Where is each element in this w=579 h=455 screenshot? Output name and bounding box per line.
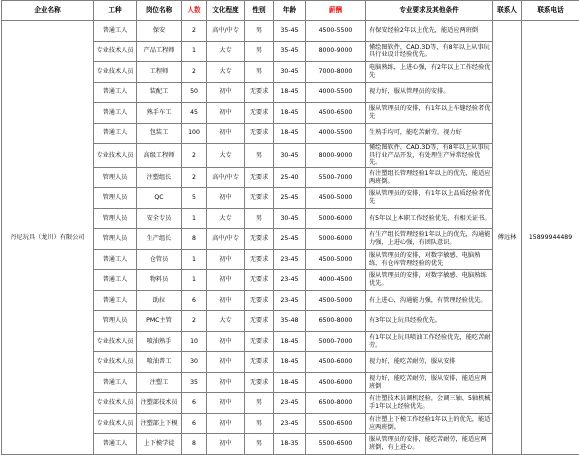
cell-position: 仓管员	[137, 249, 182, 270]
cell-age: 18-45	[274, 372, 306, 393]
cell-education: 初中	[207, 413, 245, 434]
cell-position: 安全专员	[137, 208, 182, 229]
cell-gender: 男	[245, 62, 274, 83]
cell-education: 初中	[207, 393, 245, 414]
cell-salary: 4500-6000	[306, 352, 366, 373]
cell-salary: 5500-7000	[306, 167, 366, 188]
cell-headcount: 2	[182, 167, 207, 188]
cell-age: 35-45	[274, 41, 306, 62]
cell-job-type: 专业技术人员	[94, 413, 137, 434]
cell-job-type: 普通工人	[94, 434, 137, 455]
cell-requirements: 视力好，服从管理员的安排。	[366, 82, 493, 103]
cell-requirements: 懂绘图软件，CAD.3D等，有8年以上从事玩具行业产品开发，有处理生产异常经验优先。	[366, 144, 493, 168]
header-company: 企业名称	[2, 1, 94, 21]
cell-position: 保安	[137, 21, 182, 42]
cell-job-type: 普通工人	[94, 270, 137, 291]
cell-job-type: 管理人员	[94, 229, 137, 250]
cell-gender: 男	[245, 144, 274, 168]
cell-education: 初中	[207, 103, 245, 124]
cell-age: 18-35	[274, 434, 306, 455]
cell-requirements: 生熟手均可，能吃苦耐劳，视力好	[366, 123, 493, 144]
cell-headcount: 100	[182, 123, 207, 144]
cell-salary: 4000-5500	[306, 123, 366, 144]
cell-education: 大专	[207, 144, 245, 168]
cell-gender: 无要求	[245, 331, 274, 352]
cell-salary: 5500-6500	[306, 413, 366, 434]
cell-salary: 6500-8000	[306, 311, 366, 332]
cell-job-type: 普通工人	[94, 21, 137, 42]
cell-salary: 4500-6000	[306, 372, 366, 393]
cell-salary: 5000-6000	[306, 229, 366, 250]
cell-age: 18-45	[274, 82, 306, 103]
cell-age: 23-45	[274, 249, 306, 270]
cell-requirements: 有上进心，沟通能力强，有管理经验优先。	[366, 290, 493, 311]
cell-salary: 4500-5500	[306, 21, 366, 42]
cell-age: 23-45	[274, 290, 306, 311]
cell-salary: 4500-6500	[306, 103, 366, 124]
header-contact-person: 联系人	[493, 1, 522, 21]
cell-gender: 无要求	[245, 123, 274, 144]
cell-age: 18-45	[274, 331, 306, 352]
cell-education: 初中	[207, 331, 245, 352]
header-gender: 性别	[245, 1, 274, 21]
header-row	[2, 1, 579, 21]
cell-education: 高中/中专	[207, 21, 245, 42]
cell-position: 产品工程师	[137, 41, 182, 62]
cell-gender: 男	[245, 413, 274, 434]
cell-education: 高中/中专	[207, 229, 245, 250]
cell-age: 23-45	[274, 393, 306, 414]
cell-headcount: 1	[182, 208, 207, 229]
cell-job-type: 管理人员	[94, 167, 137, 188]
header-requirements: 专业要求及其他条件	[366, 1, 493, 21]
cell-headcount: 2	[182, 21, 207, 42]
cell-requirements: 有3年以上玩具经验优先。	[366, 311, 493, 332]
cell-headcount: 6	[182, 290, 207, 311]
cell-job-type: 专业技术人员	[94, 41, 137, 62]
cell-gender: 男	[245, 434, 274, 455]
cell-salary: 4000-5500	[306, 82, 366, 103]
cell-requirements: 服从管理员的安排，有1年以上品质经验者优先	[366, 188, 493, 209]
cell-gender: 男	[245, 208, 274, 229]
cell-education: 初中	[207, 188, 245, 209]
cell-age: 30-45	[274, 144, 306, 168]
cell-education: 大专	[207, 41, 245, 62]
cell-salary: 6500-8000	[306, 393, 366, 414]
cell-gender: 无要求	[245, 188, 274, 209]
cell-position: 助拉	[137, 290, 182, 311]
cell-age: 35-45	[274, 21, 306, 42]
cell-salary: 5500-6500	[306, 434, 366, 455]
cell-salary: 8000-9000	[306, 144, 366, 168]
cell-headcount: 8	[182, 229, 207, 250]
header-contact-phone: 联系电话	[522, 1, 579, 21]
header-job-type: 工种	[94, 1, 137, 21]
cell-headcount: 2	[182, 62, 207, 83]
cell-salary: 4500-5000	[306, 249, 366, 270]
header-age: 年龄	[274, 1, 306, 21]
cell-position: 注塑工	[137, 372, 182, 393]
cell-education: 大专	[207, 311, 245, 332]
cell-headcount: 5	[182, 188, 207, 209]
cell-headcount: 8	[182, 434, 207, 455]
cell-age: 18-45	[274, 103, 306, 124]
header-position: 岗位名称	[137, 1, 182, 21]
cell-position: 装配工	[137, 82, 182, 103]
cell-headcount: 1	[182, 41, 207, 62]
cell-salary: 7000-8000	[306, 62, 366, 83]
cell-requirements: 服从管理员的安排，对数字敏感、电脑熟练，有仓库管理经验的优先	[366, 249, 493, 270]
cell-requirements: 视力好，能吃苦耐劳，服从安排，能适应两班倒	[366, 372, 493, 393]
cell-age: 30-45	[274, 208, 306, 229]
cell-headcount: 45	[182, 103, 207, 124]
cell-position: 注塑部技术员	[137, 393, 182, 414]
cell-education: 大专	[207, 208, 245, 229]
contact-person: 傅远林	[493, 21, 522, 455]
cell-position: 注塑部上下模	[137, 413, 182, 434]
header-education: 文化程度	[207, 1, 245, 21]
cell-age: 18-45	[274, 123, 306, 144]
cell-age: 18-45	[274, 352, 306, 373]
cell-gender: 无要求	[245, 229, 274, 250]
cell-headcount: 1	[182, 270, 207, 291]
cell-gender: 无要求	[245, 372, 274, 393]
cell-requirements: 有生产组长管理经验1年以上的优先，沟通能力强，上进心强，有团队意识。	[366, 229, 493, 250]
cell-job-type: 专业技术人员	[94, 393, 137, 414]
cell-position: 注塑组长	[137, 167, 182, 188]
cell-age: 30-45	[274, 62, 306, 83]
cell-requirements: 视力好，能吃苦耐劳，服从安排	[366, 352, 493, 373]
cell-requirements: 服从管理员的安排，对数字敏感、电脑熟练优先。	[366, 270, 493, 291]
cell-position: QC	[137, 188, 182, 209]
cell-job-type: 专业技术人员	[94, 352, 137, 373]
cell-job-type: 专业技术人员	[94, 331, 137, 352]
cell-headcount: 10	[182, 331, 207, 352]
cell-gender: 无要求	[245, 249, 274, 270]
cell-position: 物料员	[137, 270, 182, 291]
cell-headcount: 30	[182, 352, 207, 373]
table-row	[2, 21, 579, 42]
cell-position: 工程师	[137, 62, 182, 83]
cell-job-type: 普通工人	[94, 290, 137, 311]
cell-position: 高级工程师	[137, 144, 182, 168]
header-headcount: 人数	[182, 1, 207, 21]
cell-requirements: 有注塑技术员调机经验，会调三轴、5轴机械手1年以上经验优先。	[366, 393, 493, 414]
cell-requirements: 有注塑上下模工作经验1年以上的优先，能适应两班倒。	[366, 413, 493, 434]
cell-job-type: 管理人员	[94, 311, 137, 332]
cell-education: 初中	[207, 249, 245, 270]
cell-position: 生产组长	[137, 229, 182, 250]
cell-gender: 无要求	[245, 167, 274, 188]
cell-headcount: 35	[182, 372, 207, 393]
cell-education: 初中	[207, 123, 245, 144]
cell-salary: 8000-9000	[306, 41, 366, 62]
cell-job-type: 专业技术人员	[94, 144, 137, 168]
cell-headcount: 6	[182, 393, 207, 414]
cell-gender: 男	[245, 41, 274, 62]
cell-age: 35-48	[274, 311, 306, 332]
cell-position: 上下模学徒	[137, 434, 182, 455]
cell-gender: 无要求	[245, 270, 274, 291]
cell-requirements: 有保安经验2年以上优先，能适应两班倒	[366, 21, 493, 42]
cell-position: 包装工	[137, 123, 182, 144]
cell-gender: 无要求	[245, 352, 274, 373]
cell-gender: 无要求	[245, 290, 274, 311]
cell-education: 大专	[207, 62, 245, 83]
cell-education: 初中	[207, 270, 245, 291]
cell-position: PMC主管	[137, 311, 182, 332]
cell-job-type: 管理人员	[94, 188, 137, 209]
cell-job-type: 普通工人	[94, 103, 137, 124]
cell-requirements: 服从管理员的安排，有1年以上车缝经验者优先	[366, 103, 493, 124]
recruitment-table	[1, 0, 579, 455]
cell-position: 喷油普工	[137, 352, 182, 373]
cell-headcount: 1	[182, 249, 207, 270]
cell-gender: 无要求	[245, 103, 274, 124]
cell-requirements: 懂绘图软件，CAD.3D等，有8年以上从事玩具行业设计经验优先。	[366, 41, 493, 62]
cell-job-type: 普通工人	[94, 82, 137, 103]
cell-age: 25-40	[274, 167, 306, 188]
cell-requirements: 有5年以上本职工作经验优先，有相关证书。	[366, 208, 493, 229]
cell-age: 23-45	[274, 270, 306, 291]
company-name: 丹尼玩具（龙川）有限公司	[2, 21, 94, 455]
cell-gender: 无要求	[245, 82, 274, 103]
cell-job-type: 普通工人	[94, 372, 137, 393]
cell-gender: 男	[245, 393, 274, 414]
cell-gender: 无要求	[245, 311, 274, 332]
cell-salary: 4000-4500	[306, 270, 366, 291]
cell-education: 高中/中专	[207, 167, 245, 188]
cell-headcount: 2	[182, 311, 207, 332]
cell-position: 熟手车工	[137, 103, 182, 124]
cell-salary: 5000-7000	[306, 331, 366, 352]
cell-education: 初中	[207, 434, 245, 455]
cell-headcount: 6	[182, 413, 207, 434]
cell-education: 初中	[207, 82, 245, 103]
cell-requirements: 电脑熟练，上进心强，有2年以上工作经验优先	[366, 62, 493, 83]
cell-headcount: 2	[182, 144, 207, 168]
cell-age: 23-45	[274, 413, 306, 434]
cell-requirements: 服从管理员的安排，能吃苦耐劳，能适应两班倒，有上进心。	[366, 434, 493, 455]
header-salary: 薪酬	[306, 1, 366, 21]
cell-education: 初中	[207, 372, 245, 393]
cell-salary: 5000-6000	[306, 208, 366, 229]
cell-job-type: 专业技术人员	[94, 62, 137, 83]
cell-requirements: 有1年以上玩具喷油工作经验优先，能吃苦耐劳。	[366, 331, 493, 352]
cell-education: 初中	[207, 290, 245, 311]
cell-job-type: 普通工人	[94, 123, 137, 144]
contact-phone: 15899944489	[522, 21, 579, 455]
cell-requirements: 有注塑组长管理经验1年以上的优先，能适应两班倒。	[366, 167, 493, 188]
cell-education: 初中	[207, 352, 245, 373]
cell-salary: 4500-5000	[306, 188, 366, 209]
cell-gender: 男	[245, 21, 274, 42]
cell-age: 25-45	[274, 229, 306, 250]
cell-headcount: 50	[182, 82, 207, 103]
cell-age: 25-45	[274, 188, 306, 209]
cell-job-type: 管理人员	[94, 208, 137, 229]
cell-job-type: 普通工人	[94, 249, 137, 270]
cell-position: 喷油熟手	[137, 331, 182, 352]
cell-salary: 4500-5000	[306, 290, 366, 311]
